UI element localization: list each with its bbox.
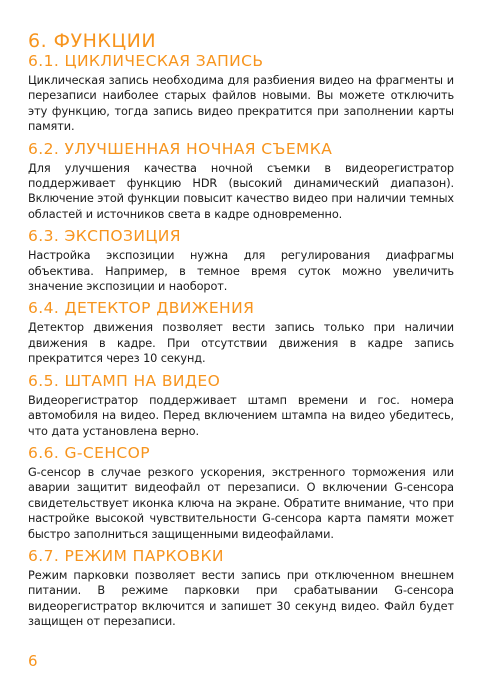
section-text: Детектор движения позволяет вести запись только при наличии движения в кадре. При отсутствии движения в кадре запись прекратится через 10 секунд.: [28, 321, 454, 366]
section-heading: 6.1. ЦИКЛИЧЕСКАЯ ЗАПИСЬ: [28, 52, 264, 70]
section-exposure: [28, 227, 454, 294]
section-text: Настройка экспозиции нужна для регулирования диафрагмы объектива. Например, в темное время суток можно увеличить значение экспозиции и наоборот.: [28, 249, 454, 294]
section-text: Видеорегистратор поддерживает штамп времени и гос. номера автомобиля на видео. Перед включением штампа на видео убедитесь, что дата установлена верно.: [28, 393, 454, 438]
section-heading: 6.5. ШТАМП НА ВИДЕО: [28, 371, 221, 390]
section-parking-mode: [28, 547, 454, 630]
section-night-mode: [28, 140, 454, 223]
section-text: Для улучшения качества ночной съемки в видеорегистратор поддерживает функцию HDR (высокий динамический диапазон). Включение этой функции повысит качество видео при наличии темных областей и источников света в кадре одновременно.: [28, 161, 454, 221]
section-cyclic-recording: [28, 52, 454, 135]
section-heading: 6.6. G-СЕНСОР: [28, 443, 150, 462]
section-text: Режим парковки позволяет вести запись при отключенном внешнем питании. В режиме парковки при срабатывании G-сенсора видеорегистратор включится и запишет 30 секунд видео. Файл будет защищен от перезаписи.: [28, 568, 454, 629]
manual-page: [28, 30, 454, 635]
section-video-stamp: [28, 372, 454, 439]
section-heading: 6.4. ДЕТЕКТОР ДВИЖЕНИЯ: [28, 299, 255, 318]
section-g-sensor: [28, 444, 454, 542]
section-heading: 6.3. ЭКСПОЗИЦИЯ: [28, 227, 181, 246]
section-motion-detector: [28, 299, 454, 366]
section-text: G-сенсор в случае резкого ускорения, экстренного торможения или аварии защитит видеофайл от перезаписи. О включении G-сенсора свидетельствует иконка ключа на экране. Обратите внимание, что при настройке высокой чувствительности G-сенсора карта памяти может быстро заполниться защищенными видеофайлами.: [28, 465, 454, 541]
section-heading: 6.7. РЕЖИМ ПАРКОВКИ: [28, 546, 224, 565]
chapter-title: 6. ФУНКЦИИ: [28, 30, 157, 52]
page-number: 6: [28, 652, 38, 670]
section-heading: 6.2. УЛУЧШЕННАЯ НОЧНАЯ СЪЕМКА: [28, 139, 333, 158]
section-text: Циклическая запись необходима для разбиения видео на фрагменты и перезаписи наиболее старых файлов новыми. Вы можете отключить эту функцию, тогда запись видео прекратится при заполнении карты памяти.: [28, 74, 454, 134]
